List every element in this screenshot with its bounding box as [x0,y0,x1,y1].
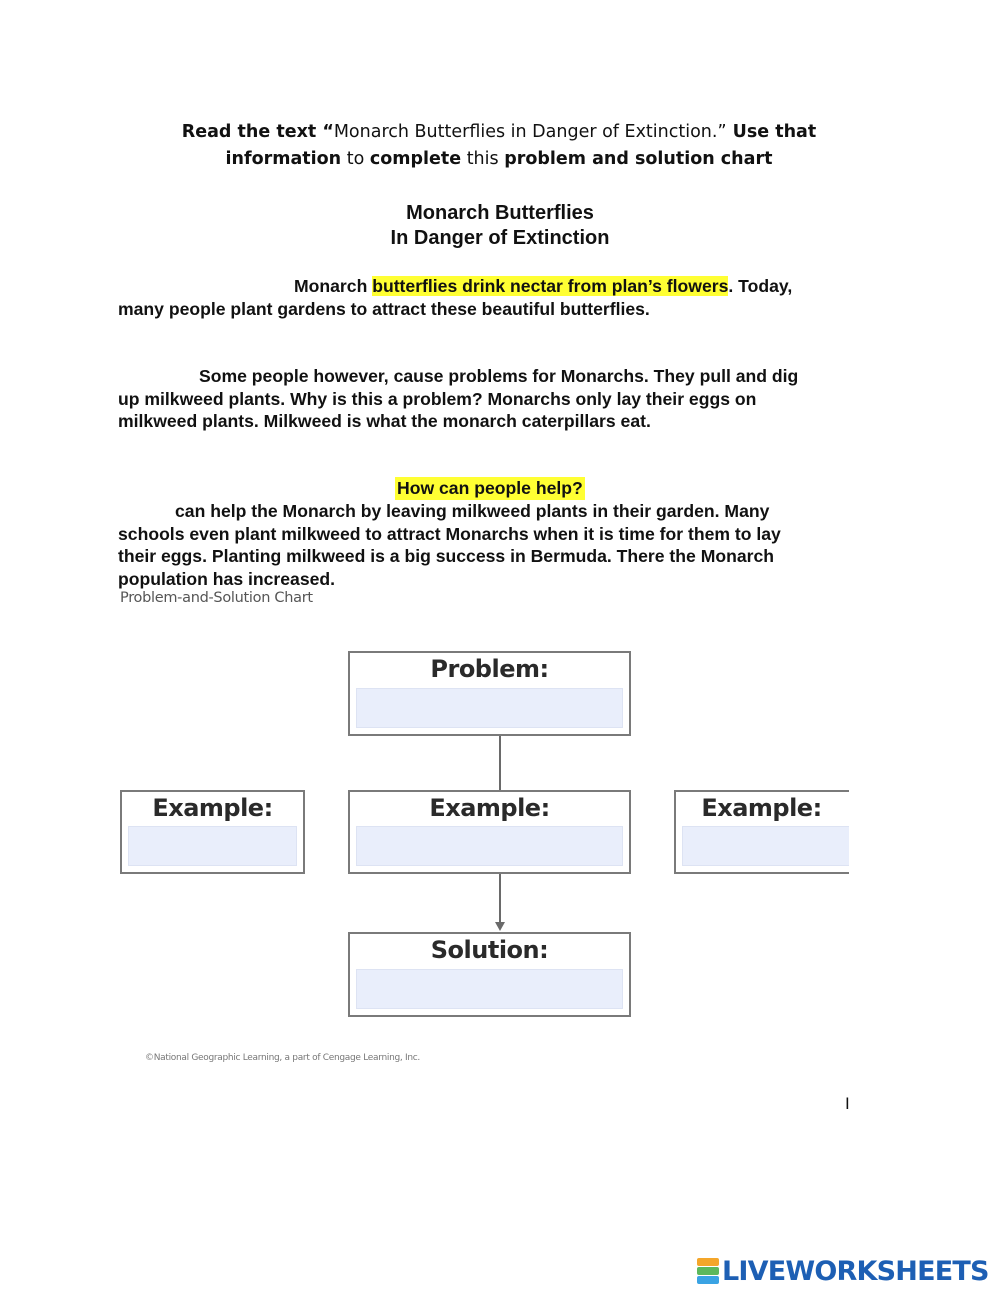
instructions-text: Monarch Butterflies in Danger of Extinction.” [333,122,727,142]
instructions-text: Read the text “ [181,122,334,142]
example-answer-field-right[interactable] [682,826,849,866]
highlighted-text: butterflies drink nectar from plan’s flowers [372,276,729,296]
paragraph-line: population has increased. [118,568,336,589]
paragraph-2 [118,365,878,433]
solution-answer-field[interactable] [356,969,623,1009]
paragraph-line: schools even plant milkweed to attract Monarchs when it is time for them to lay [118,523,781,544]
instructions-text: information [225,149,342,169]
article-title-line: Monarch Butterflies [406,202,594,224]
paragraph-line: many people plant gardens to attract these beautiful butterflies. [118,298,650,319]
instructions [120,119,878,173]
paragraph-text: Monarch [294,276,373,296]
article-title-line: In Danger of Extinction [390,227,610,249]
instructions-text: Use that [726,122,817,142]
page-mark: I [845,1094,850,1113]
liveworksheets-logo-icon [697,1258,719,1284]
example-box-left [120,790,305,874]
paragraph-line [118,275,878,298]
instructions-text: complete [369,149,462,169]
paragraph-line: milkweed plants. Milkweed is what the monarch caterpillars eat. [118,411,651,431]
example-answer-field-left[interactable] [128,826,297,866]
instructions-text: problem and solution chart [504,149,773,169]
chart-caption: Problem-and-Solution Chart [120,590,313,606]
example-label: Example: [701,794,822,822]
article-title [300,201,700,251]
example-label: Example: [152,794,273,822]
paragraph-line: their eggs. Planting milkweed is a big success in Bermuda. There the Monarch [118,546,775,566]
example-answer-field-center[interactable] [356,826,623,866]
paragraph-1 [118,275,878,320]
help-heading: How can people help? [397,478,583,498]
example-box-center [348,790,631,874]
paragraph-text: . Today, [728,276,793,296]
example-box-right [674,790,849,874]
arrow-down-icon [494,922,506,932]
solution-label: Solution: [430,936,549,964]
example-label: Example: [429,794,550,822]
solution-box [348,932,631,1017]
problem-box [348,651,631,736]
paragraph-line: up milkweed plants. Why is this a problem? Monarchs only lay their eggs on [118,388,757,409]
liveworksheets-brand[interactable] [697,1254,989,1288]
brand-name: LIVEWORKSHEETS [722,1255,989,1287]
problem-label: Problem: [430,655,549,683]
paragraph-line: can help the Monarch by leaving milkweed plants in their garden. Many [175,501,770,521]
instructions-text: to [341,149,370,169]
instructions-text: this [461,149,505,169]
problem-answer-field[interactable] [356,688,623,728]
connector-line [499,874,501,926]
example-box-right-clip [674,790,849,874]
copyright-text: ©National Geographic Learning, a part of Cengage Learning, Inc. [145,1053,420,1063]
connector-line [499,736,501,790]
paragraph-line: Some people however, cause problems for Monarchs. They pull and dig [199,366,799,386]
paragraph-3 [118,500,878,590]
